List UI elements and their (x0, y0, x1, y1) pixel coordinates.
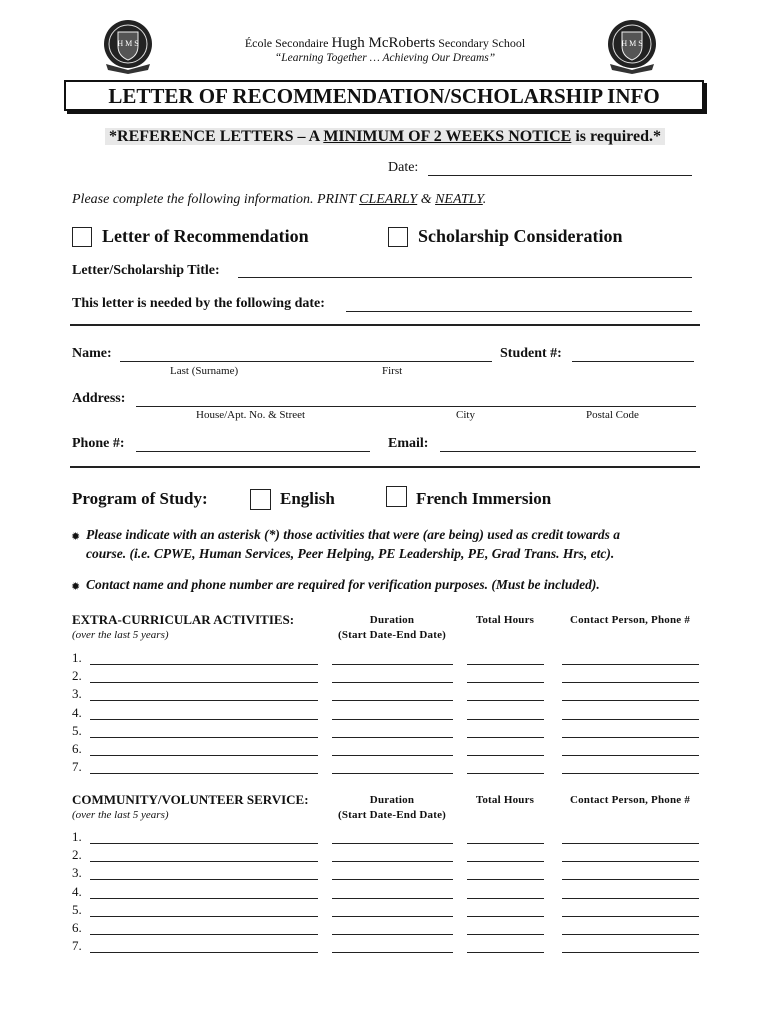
phone-label: Phone #: (72, 436, 125, 451)
divider (70, 324, 700, 326)
community-service-subtitle: (over the last 5 years) (72, 809, 169, 821)
contact-field[interactable] (562, 861, 699, 862)
activity-field[interactable] (90, 737, 318, 738)
duration-field[interactable] (332, 719, 453, 720)
activity-field[interactable] (90, 719, 318, 720)
activity-field[interactable] (90, 843, 318, 844)
duration-subheader: (Start Date-End Date) (337, 809, 447, 821)
row-number: 5. (72, 901, 82, 917)
total-hours-field[interactable] (467, 664, 544, 665)
student-number-label: Student #: (500, 346, 562, 361)
contact-field[interactable] (562, 843, 699, 844)
first-name-caption: First (382, 365, 403, 377)
divider (70, 466, 700, 468)
duration-field[interactable] (332, 664, 453, 665)
duration-field[interactable] (332, 843, 453, 844)
program-of-study-label: Program of Study: (72, 489, 208, 508)
total-hours-field[interactable] (467, 843, 544, 844)
surname-caption: Last (Surname) (170, 365, 239, 377)
bullet-icon: ✹ (71, 581, 81, 593)
total-hours-field[interactable] (467, 934, 544, 935)
activity-field[interactable] (90, 664, 318, 665)
contact-field[interactable] (562, 916, 699, 917)
date-label: Date: (388, 160, 419, 175)
duration-field[interactable] (332, 861, 453, 862)
city-caption: City (456, 409, 475, 421)
activity-field[interactable] (90, 682, 318, 683)
contact-field[interactable] (562, 879, 699, 880)
duration-header: Duration (369, 794, 415, 806)
activity-field[interactable] (90, 916, 318, 917)
contact-person-header: Contact Person, Phone # (569, 614, 691, 626)
phone-field[interactable] (136, 451, 370, 452)
total-hours-field[interactable] (467, 682, 544, 683)
activity-field[interactable] (90, 861, 318, 862)
asterisk-note-line2: course. (i.e. CPWE, Human Services, Peer Helping, PE Leadership, PE, Grad Trans. Hrs, etc). (86, 546, 615, 561)
english-checkbox[interactable] (250, 489, 271, 510)
address-field[interactable] (136, 406, 696, 407)
row-number: 2. (72, 668, 82, 684)
extra-curricular-title: EXTRA-CURRICULAR ACTIVITIES: (72, 612, 295, 627)
activity-field[interactable] (90, 898, 318, 899)
scholarship-consideration-checkbox[interactable] (388, 227, 408, 247)
contact-field[interactable] (562, 898, 699, 899)
scholarship-title-field[interactable] (238, 277, 692, 278)
instructions: Please complete the following information. PRINT CLEARLY & NEATLY. (72, 192, 487, 207)
letter-of-recommendation-checkbox[interactable] (72, 227, 92, 247)
duration-subheader: (Start Date-End Date) (337, 629, 447, 641)
needed-by-label: This letter is needed by the following date: (72, 296, 325, 311)
total-hours-field[interactable] (467, 952, 544, 953)
notice-suffix: is required.* (571, 128, 661, 145)
contact-field[interactable] (562, 952, 699, 953)
contact-field[interactable] (562, 682, 699, 683)
french-immersion-checkbox[interactable] (386, 486, 407, 507)
duration-field[interactable] (332, 737, 453, 738)
total-hours-field[interactable] (467, 719, 544, 720)
date-field[interactable] (428, 175, 692, 176)
needed-by-date-field[interactable] (346, 311, 692, 312)
total-hours-field[interactable] (467, 737, 544, 738)
row-number: 7. (72, 759, 82, 775)
school-name-line (0, 35, 770, 52)
duration-field[interactable] (332, 934, 453, 935)
total-hours-header: Total Hours (475, 794, 535, 806)
activity-field[interactable] (90, 773, 318, 774)
notice-prefix: *REFERENCE LETTERS – A (109, 128, 324, 145)
duration-field[interactable] (332, 952, 453, 953)
email-label: Email: (388, 436, 429, 451)
row-number: 1. (72, 650, 82, 665)
contact-person-header: Contact Person, Phone # (569, 794, 691, 806)
duration-field[interactable] (332, 773, 453, 774)
contact-field[interactable] (562, 664, 699, 665)
contact-field[interactable] (562, 700, 699, 701)
row-number: 1. (72, 829, 82, 844)
total-hours-field[interactable] (467, 898, 544, 899)
bullet-icon: ✹ (71, 531, 81, 543)
row-number: 2. (72, 847, 82, 863)
duration-field[interactable] (332, 916, 453, 917)
activity-field[interactable] (90, 879, 318, 880)
duration-field[interactable] (332, 755, 453, 756)
duration-field[interactable] (332, 700, 453, 701)
postal-code-caption: Postal Code (586, 409, 639, 421)
student-number-field[interactable] (572, 361, 694, 362)
contact-field[interactable] (562, 737, 699, 738)
row-number: 7. (72, 938, 82, 954)
street-caption: House/Apt. No. & Street (196, 409, 306, 421)
extra-curricular-subtitle: (over the last 5 years) (72, 629, 169, 641)
row-number: 3. (72, 686, 82, 702)
total-hours-field[interactable] (467, 916, 544, 917)
activity-field[interactable] (90, 755, 318, 756)
school-name: Hugh McRoberts (331, 35, 436, 51)
letter-of-recommendation-label: Letter of Recommendation (102, 226, 309, 246)
community-service-title: COMMUNITY/VOLUNTEER SERVICE: (72, 792, 309, 807)
school-suffix: Secondary School (438, 36, 526, 50)
svg-text:H M S: H M S (117, 39, 139, 48)
row-number: 3. (72, 865, 82, 881)
total-hours-field[interactable] (467, 879, 544, 880)
duration-field[interactable] (332, 879, 453, 880)
row-number: 6. (72, 920, 82, 935)
duration-field[interactable] (332, 682, 453, 683)
page-title: LETTER OF RECOMMENDATION/SCHOLARSHIP INFO (108, 84, 660, 108)
row-number: 6. (72, 741, 82, 756)
address-label: Address: (72, 391, 126, 406)
asterisk-note-line1: Please indicate with an asterisk (*) those activities that were (are being) used as credit towards a (86, 527, 620, 542)
contact-note: Contact name and phone number are required for verification purposes. (Must be included). (86, 577, 600, 592)
total-hours-field[interactable] (467, 755, 544, 756)
contact-field[interactable] (562, 773, 699, 774)
duration-field[interactable] (332, 898, 453, 899)
contact-field[interactable] (562, 719, 699, 720)
notice-emphasis: MINIMUM OF 2 WEEKS NOTICE (323, 128, 572, 145)
contact-field[interactable] (562, 755, 699, 756)
duration-header: Duration (369, 614, 415, 626)
svg-text:H M S: H M S (621, 39, 643, 48)
english-label: English (280, 489, 335, 508)
email-field[interactable] (440, 451, 696, 452)
notice-line (0, 128, 770, 146)
name-label: Name: (72, 346, 112, 361)
scholarship-title-label: Letter/Scholarship Title: (72, 263, 220, 278)
activity-field[interactable] (90, 934, 318, 935)
row-number: 4. (72, 883, 82, 899)
scholarship-consideration-label: Scholarship Consideration (418, 226, 623, 246)
activity-field[interactable] (90, 700, 318, 701)
total-hours-field[interactable] (467, 861, 544, 862)
row-number: 4. (72, 704, 82, 720)
row-number: 5. (72, 722, 82, 738)
school-motto: “Learning Together … Achieving Our Dreams” (274, 52, 496, 64)
french-immersion-label: French Immersion (416, 489, 552, 508)
school-prefix: École Secondaire (244, 36, 329, 50)
name-field[interactable] (120, 361, 492, 362)
total-hours-header: Total Hours (475, 614, 535, 626)
total-hours-field[interactable] (467, 773, 544, 774)
activity-field[interactable] (90, 952, 318, 953)
contact-field[interactable] (562, 934, 699, 935)
total-hours-field[interactable] (467, 700, 544, 701)
